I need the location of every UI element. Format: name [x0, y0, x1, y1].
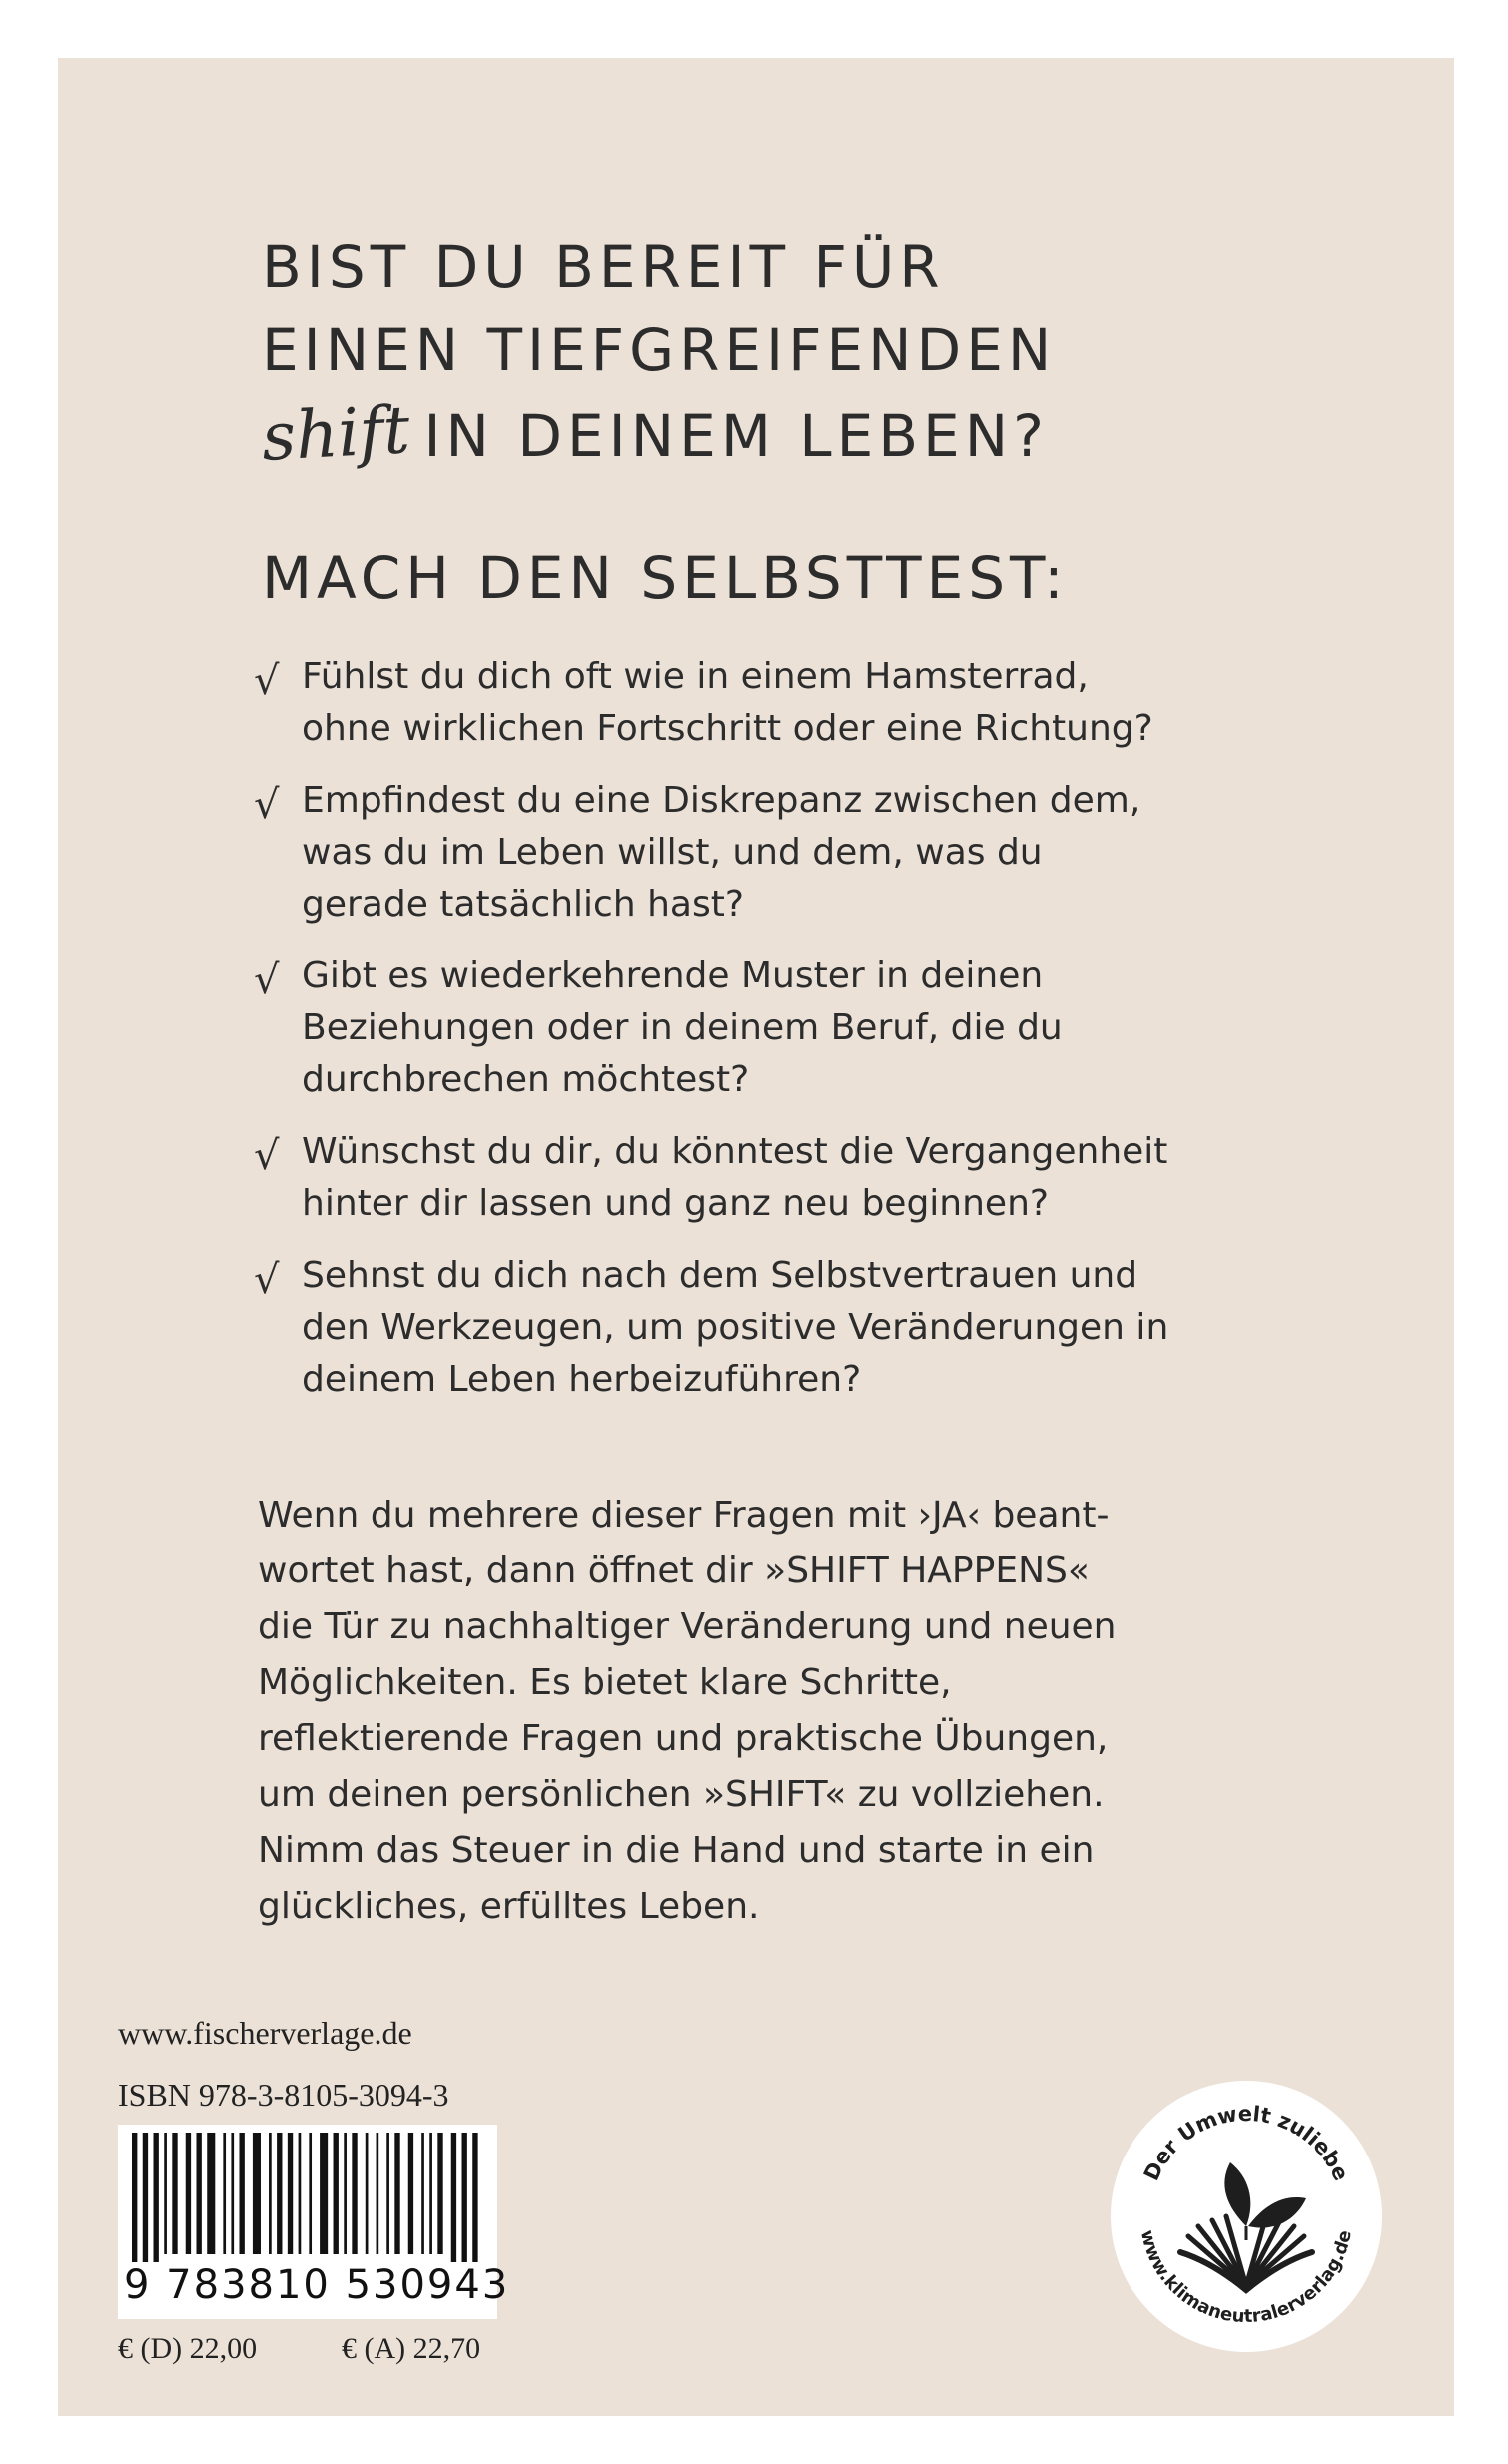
body-line: wortet hast, dann öffnet dir »SHIFT HAPPENS«	[258, 1550, 1090, 1591]
barcode	[118, 2125, 510, 2319]
barcode-bar	[269, 2133, 272, 2254]
headline-line-1: BIST DU BEREIT FÜR	[262, 233, 945, 301]
barcode-bar	[352, 2133, 357, 2254]
barcode-bar	[143, 2133, 148, 2262]
barcode-bar	[394, 2133, 399, 2254]
barcode-bar	[164, 2133, 167, 2254]
headline-script-word: shift	[260, 391, 412, 476]
question-line: gerade tatsächlich hast?	[302, 884, 744, 924]
headline-line-3	[262, 392, 1056, 478]
barcode-bar	[153, 2133, 158, 2262]
headline-line-2: EINEN TIEFGREIFENDEN	[262, 316, 1057, 384]
barcode-bar	[288, 2133, 293, 2254]
question-line: durchbrechen möchtest?	[302, 1059, 750, 1100]
body-line: glückliches, erfülltes Leben.	[258, 1886, 760, 1927]
headline-line-3-rest: IN DEINEM LEBEN?	[423, 402, 1049, 470]
isbn: ISBN 978-3-8105-3094-3	[118, 2077, 449, 2113]
body-line: reflektierende Fragen und praktische Übungen,	[258, 1718, 1109, 1759]
question-item	[254, 1126, 1312, 1230]
body-line: Nimm das Steuer in die Hand und starte in ein	[258, 1830, 1095, 1871]
question-item	[254, 950, 1312, 1106]
barcode-bar	[196, 2133, 201, 2254]
check-icon: √	[254, 658, 280, 704]
barcode-bar	[472, 2133, 477, 2262]
seal-bottom-text: www.klimaneutralerverlag.de	[1135, 2227, 1356, 2328]
price-austria: € (A) 22,70	[342, 2332, 481, 2365]
barcode-bar	[451, 2133, 456, 2262]
barcode-bar	[132, 2133, 137, 2262]
question-line: Beziehungen oder in deinem Beruf, die du	[302, 1007, 1063, 1048]
question-line: Sehnst du dich nach dem Selbstvertrauen und	[302, 1255, 1138, 1296]
barcode-bars	[118, 2125, 497, 2264]
barcode-bar	[253, 2133, 261, 2254]
barcode-bar	[386, 2133, 389, 2254]
question-line: Gibt es wiederkehrende Muster in deinen	[302, 955, 1044, 996]
check-icon: √	[254, 1133, 280, 1179]
check-icon: √	[254, 957, 280, 1003]
barcode-bar	[299, 2133, 302, 2254]
barcode-bar	[429, 2133, 432, 2254]
barcode-bar	[334, 2133, 339, 2254]
check-icon: √	[254, 782, 280, 828]
barcode-digits: 9 783810 530943	[124, 2262, 510, 2308]
barcode-bar	[437, 2133, 442, 2254]
barcode-bar	[186, 2133, 191, 2254]
body-paragraph	[258, 1488, 1336, 1935]
barcode-bar	[231, 2133, 234, 2254]
body-line: die Tür zu nachhaltiger Veränderung und neuen	[258, 1606, 1117, 1647]
barcode-bar	[172, 2133, 177, 2254]
body-line: Wenn du mehrere dieser Fragen mit ›JA‹ beant-	[258, 1495, 1110, 1536]
question-line: deinem Leben herbeizuführen?	[302, 1359, 862, 1400]
question-text	[302, 651, 1312, 755]
barcode-bar	[223, 2133, 226, 2254]
question-text	[302, 1126, 1312, 1230]
question-item	[254, 1250, 1312, 1406]
question-item	[254, 775, 1312, 930]
barcode-bar	[239, 2133, 244, 2254]
question-line: was du im Leben willst, und dem, was du	[302, 832, 1043, 873]
barcode-bar	[377, 2133, 379, 2254]
question-item	[254, 651, 1312, 755]
barcode-bar	[277, 2133, 282, 2254]
climate-neutral-seal	[1107, 2077, 1386, 2356]
question-text	[302, 1250, 1312, 1406]
barcode-bar	[309, 2133, 312, 2254]
question-line: Fühlst du dich oft wie in einem Hamsterrad,	[302, 656, 1089, 697]
barcode-bar	[344, 2133, 347, 2254]
body-line: Möglichkeiten. Es bietet klare Schritte,	[258, 1662, 952, 1703]
question-line: Wünschst du dir, du könntest die Vergangenheit	[302, 1131, 1168, 1172]
question-line: Empfindest du eine Diskrepanz zwischen dem,	[302, 780, 1141, 821]
price-germany: € (D) 22,00	[118, 2332, 258, 2365]
publisher-website: www.fischerverlage.de	[118, 2015, 412, 2051]
barcode-bar	[207, 2133, 215, 2254]
headline	[262, 225, 1056, 478]
barcode-bar	[366, 2133, 369, 2254]
question-text	[302, 775, 1312, 930]
barcode-bar	[421, 2133, 424, 2254]
body-line: um deinen persönlichen »SHIFT« zu vollziehen.	[258, 1774, 1105, 1815]
selftest-title: MACH DEN SELBSTTEST:	[262, 544, 1069, 612]
question-line: den Werkzeugen, um positive Veränderungen in	[302, 1307, 1169, 1348]
barcode-bar	[320, 2133, 328, 2254]
question-line: ohne wirklichen Fortschritt oder eine Richtung?	[302, 708, 1153, 749]
check-icon: √	[254, 1257, 280, 1303]
question-text	[302, 950, 1312, 1106]
barcode-bar	[462, 2133, 467, 2262]
question-list	[254, 651, 1312, 1426]
question-line: hinter dir lassen und ganz neu beginnen?	[302, 1183, 1050, 1224]
barcode-bar	[408, 2133, 413, 2254]
seal-top-text: Der Umwelt zuliebe	[1138, 2101, 1354, 2185]
